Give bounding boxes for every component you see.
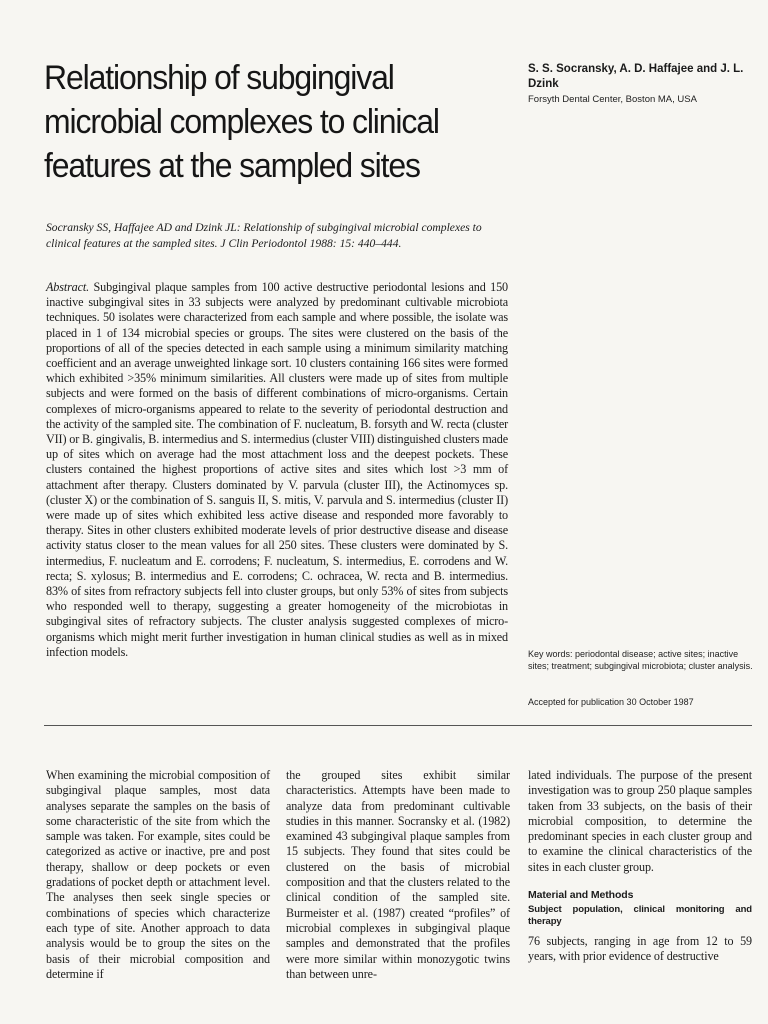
subsection-heading: Subject population, clinical monitoring and therapy — [528, 904, 752, 928]
body-paragraph: lated individuals. The purpose of the present investigation was to group 250 plaque samples taken from 33 subjects, on the basis of their microbial composition, to determine the predominant species in each cluster group and to examine the clinical characteristics of the sites in each cluster group. — [528, 768, 752, 874]
body-column-3 — [528, 768, 752, 965]
body-paragraph: 76 subjects, ranging in age from 12 to 59 years, with prior evidence of destructive — [528, 934, 752, 964]
body-paragraph: When examining the microbial composition of subgingival plaque samples, most data analyses separate the samples on the basis of some characteristic of the site from which the sample was taken. For example, sites could be categorized as active or inactive, pre and post therapy, shallow or deep pockets or even gradations of pocket depth or attachment level. The analyses then seek single species or combinations of species which characterize each type of site. Another approach to data analysis would be to group the sites on the basis of their microbial composition and determine if — [46, 768, 270, 981]
body-column-1 — [46, 768, 270, 982]
article-title: Relationship of subgingival microbial complexes to clinical features at the sampled sites — [44, 59, 439, 185]
abstract — [46, 280, 508, 660]
keywords: Key words: periodontal disease; active sites; inactive sites; treatment; subgingival microbiota; cluster analysis. — [528, 649, 753, 671]
body-column-2 — [286, 768, 510, 982]
abstract-label: Abstract. — [46, 280, 89, 294]
accepted-date: Accepted for publication 30 October 1987 — [528, 697, 694, 707]
section-heading: Material and Methods — [528, 889, 634, 902]
author-list: S. S. Socransky, A. D. Haffajee and J. L. Dzink — [528, 63, 744, 90]
section-divider — [44, 725, 752, 726]
abstract-text: Subgingival plaque samples from 100 active destructive periodontal lesions and 150 inactive subgingival sites in 33 subjects were analyzed by predominant cultivable microbiota techniques. 50 isolates were characterized from each sample and where possible, the isolate was placed in 1 of 134 microbial species or groups. The sites were clustered on the basis of the proportions of all of the species detected in each sample using a minimum similarity matching coefficient and an average unweighted linkage sort. 10 clusters containing 166 sites were formed which exhibited >35% minimum similarities. All clusters were made up of sites from multiple subjects and were formed on the basis of different combinations of micro-organisms. Certain complexes of micro-organisms appeared to relate to the severity of periodontal destruction and the activity of the sampled site. The combination of F. nucleatum, B. forsyth and W. recta (cluster VII) or B. gingivalis, B. intermedius and S. intermedius (cluster VIII) distinguished clusters made up of sites which on average had the most attachment loss and the deepest pockets. These clusters contained the highest proportions of active sites and sites which lost >3 mm of attachment after therapy. Clusters dominated by V. parvula (cluster III), the Actinomyces sp. (cluster X) or the combination of S. sanguis II, S. mitis, V. parvula and S. intermedius (cluster II) were made up of sites which exhibited less active disease and responded more favorably to therapy. Sites in other clusters exhibited moderate levels of prior destructive disease and disease activity status closer to the mean values for all 250 sites. These clusters were dominated by S. intermedius, F. nucleatum and E. corrodens; F. nucleatum, S. intermedius, E. corrodens and W. recta; S. xylosus; B. intermedius and E. corrodens; C. ochracea, W. recta and B. intermedius. 83% of sites from refractory subjects fell into cluster groups, but only 53% of sites from subjects who responded well to therapy, suggesting a greater homogeneity of the microbiotas in subgingival sites of refractory subjects. The cluster analysis suggested complexes of micro-organisms which might merit further investigation in human clinical studies as well as in mixed infection models. — [46, 280, 508, 659]
body-paragraph: the grouped sites exhibit similar characteristics. Attempts have been made to analyze data from predominant cultivable studies in this manner. Socransky et al. (1982) examined 43 subgingival plaque samples from 15 subjects. They found that sites could be clustered on the basis of microbial composition and that the clusters related to the clinical condition of the sampled site. Burmeister et al. (1987) created “profiles” of microbial complexes in subgingival plaque samples and demonstrated that the profiles were more similar within monozygotic twins than between unre- — [286, 768, 510, 981]
citation-line: Socransky SS, Haffajee AD and Dzink JL: Relationship of subgingival microbial complexes to clinical features at the sampled sites. J Clin Periodontol 1988: 15: 440–444. — [46, 221, 482, 250]
author-affiliation: Forsyth Dental Center, Boston MA, USA — [528, 94, 697, 105]
